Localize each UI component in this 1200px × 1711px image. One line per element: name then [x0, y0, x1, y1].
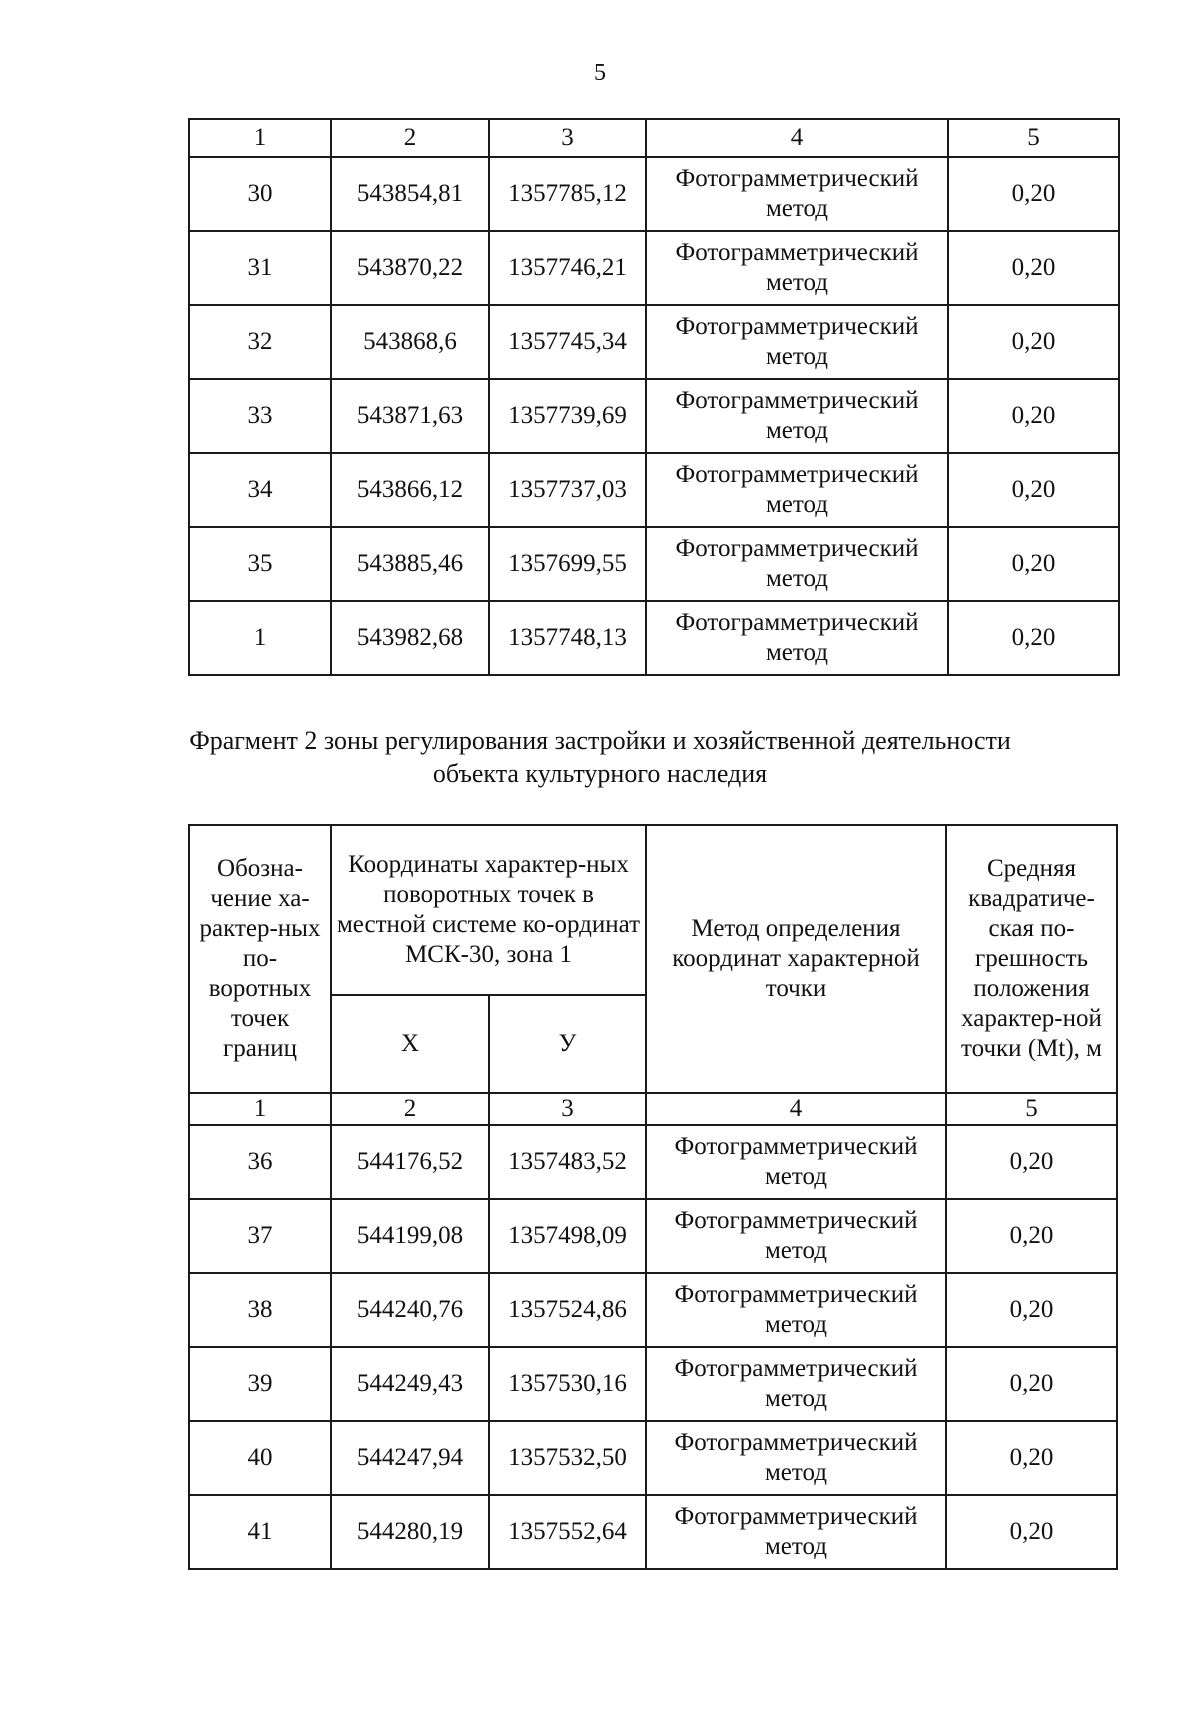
- column-number: 4: [646, 1093, 946, 1125]
- y-coordinate: 1357532,50: [489, 1421, 646, 1495]
- x-coordinate: 543885,46: [331, 527, 489, 601]
- x-coordinate: 543871,63: [331, 379, 489, 453]
- table-row: [189, 157, 1119, 231]
- x-coordinate: 543982,68: [331, 601, 489, 675]
- table-row: [189, 1347, 1117, 1421]
- y-coordinate: 1357745,34: [489, 305, 646, 379]
- column-number-row: [189, 119, 1119, 157]
- mean-error: 0,20: [946, 1347, 1117, 1421]
- point-number: 36: [189, 1125, 331, 1199]
- point-number: 41: [189, 1495, 331, 1569]
- method: Фотограмметрический метод: [646, 379, 948, 453]
- mean-error: 0,20: [946, 1125, 1117, 1199]
- y-coordinate: 1357785,12: [489, 157, 646, 231]
- column-number: 5: [946, 1093, 1117, 1125]
- mean-error: 0,20: [946, 1421, 1117, 1495]
- x-coordinate: 544249,43: [331, 1347, 489, 1421]
- table-row: [189, 453, 1119, 527]
- column-number: 5: [948, 119, 1119, 157]
- table-row: [189, 379, 1119, 453]
- column-number: 3: [489, 119, 646, 157]
- method: Фотограмметрический метод: [646, 1421, 946, 1495]
- header-x: Х: [331, 995, 489, 1093]
- point-number: 34: [189, 453, 331, 527]
- mean-error: 0,20: [948, 601, 1119, 675]
- column-number: 4: [646, 119, 948, 157]
- x-coordinate: 543868,6: [331, 305, 489, 379]
- column-number: 1: [189, 119, 331, 157]
- fragment-title-line-1: Фрагмент 2 зоны регулирования застройки и хозяйственной деятельности: [189, 726, 1011, 755]
- point-number: 39: [189, 1347, 331, 1421]
- header-mean-error: Средняя квадратиче-ская по-грешность положения характер-ной точки (Mt), м: [946, 825, 1117, 1093]
- y-coordinate: 1357498,09: [489, 1199, 646, 1273]
- y-coordinate: 1357739,69: [489, 379, 646, 453]
- y-coordinate: 1357748,13: [489, 601, 646, 675]
- header-method: Метод определения координат характерной точки: [646, 825, 946, 1093]
- method: Фотограмметрический метод: [646, 1347, 946, 1421]
- table-row: [189, 601, 1119, 675]
- y-coordinate: 1357737,03: [489, 453, 646, 527]
- x-coordinate: 544240,76: [331, 1273, 489, 1347]
- mean-error: 0,20: [948, 453, 1119, 527]
- x-coordinate: 543866,12: [331, 453, 489, 527]
- method: Фотограмметрический метод: [646, 453, 948, 527]
- method: Фотограмметрический метод: [646, 601, 948, 675]
- mean-error: 0,20: [948, 157, 1119, 231]
- mean-error: 0,20: [946, 1273, 1117, 1347]
- table-row: [189, 527, 1119, 601]
- point-number: 30: [189, 157, 331, 231]
- method: Фотограмметрический метод: [646, 527, 948, 601]
- column-number: 3: [489, 1093, 646, 1125]
- method: Фотограмметрический метод: [646, 305, 948, 379]
- coordinates-table-continued: [188, 118, 1120, 676]
- y-coordinate: 1357483,52: [489, 1125, 646, 1199]
- table-row: [189, 1125, 1117, 1199]
- method: Фотограмметрический метод: [646, 1495, 946, 1569]
- point-number: 33: [189, 379, 331, 453]
- table-row: [189, 1273, 1117, 1347]
- x-coordinate: 543870,22: [331, 231, 489, 305]
- table-row: [189, 231, 1119, 305]
- column-number: 2: [331, 119, 489, 157]
- y-coordinate: 1357530,16: [489, 1347, 646, 1421]
- y-coordinate: 1357746,21: [489, 231, 646, 305]
- x-coordinate: 544247,94: [331, 1421, 489, 1495]
- y-coordinate: 1357699,55: [489, 527, 646, 601]
- method: Фотограмметрический метод: [646, 231, 948, 305]
- method: Фотограмметрический метод: [646, 1125, 946, 1199]
- mean-error: 0,20: [948, 527, 1119, 601]
- table-row: [189, 1421, 1117, 1495]
- column-number-row: [189, 1093, 1117, 1125]
- point-number: 31: [189, 231, 331, 305]
- mean-error: 0,20: [948, 231, 1119, 305]
- column-number: 2: [331, 1093, 489, 1125]
- point-number: 1: [189, 601, 331, 675]
- x-coordinate: 544176,52: [331, 1125, 489, 1199]
- x-coordinate: 543854,81: [331, 157, 489, 231]
- mean-error: 0,20: [948, 379, 1119, 453]
- mean-error: 0,20: [946, 1199, 1117, 1273]
- page-number: 5: [594, 60, 606, 86]
- mean-error: 0,20: [948, 305, 1119, 379]
- point-number: 37: [189, 1199, 331, 1273]
- table-row: [189, 1199, 1117, 1273]
- y-coordinate: 1357524,86: [489, 1273, 646, 1347]
- method: Фотограмметрический метод: [646, 1199, 946, 1273]
- x-coordinate: 544280,19: [331, 1495, 489, 1569]
- table-row: [189, 1495, 1117, 1569]
- table-row: [189, 305, 1119, 379]
- point-number: 38: [189, 1273, 331, 1347]
- header-row: [189, 825, 1117, 995]
- method: Фотограмметрический метод: [646, 157, 948, 231]
- column-number: 1: [189, 1093, 331, 1125]
- fragment-title: [150, 725, 1050, 790]
- header-y: У: [489, 995, 646, 1093]
- mean-error: 0,20: [946, 1495, 1117, 1569]
- header-point-designation: Обозна-чение ха-рактер-ных по-воротных точек границ: [189, 825, 331, 1093]
- point-number: 40: [189, 1421, 331, 1495]
- point-number: 32: [189, 305, 331, 379]
- fragment-title-line-2: объекта культурного наследия: [432, 758, 768, 788]
- method: Фотограмметрический метод: [646, 1273, 946, 1347]
- point-number: 35: [189, 527, 331, 601]
- x-coordinate: 544199,08: [331, 1199, 489, 1273]
- header-coordinates: Координаты характер-ных поворотных точек в местной системе ко-ординат МСК-30, зона 1: [331, 825, 646, 995]
- y-coordinate: 1357552,64: [489, 1495, 646, 1569]
- coordinates-table-fragment-2: [188, 824, 1118, 1570]
